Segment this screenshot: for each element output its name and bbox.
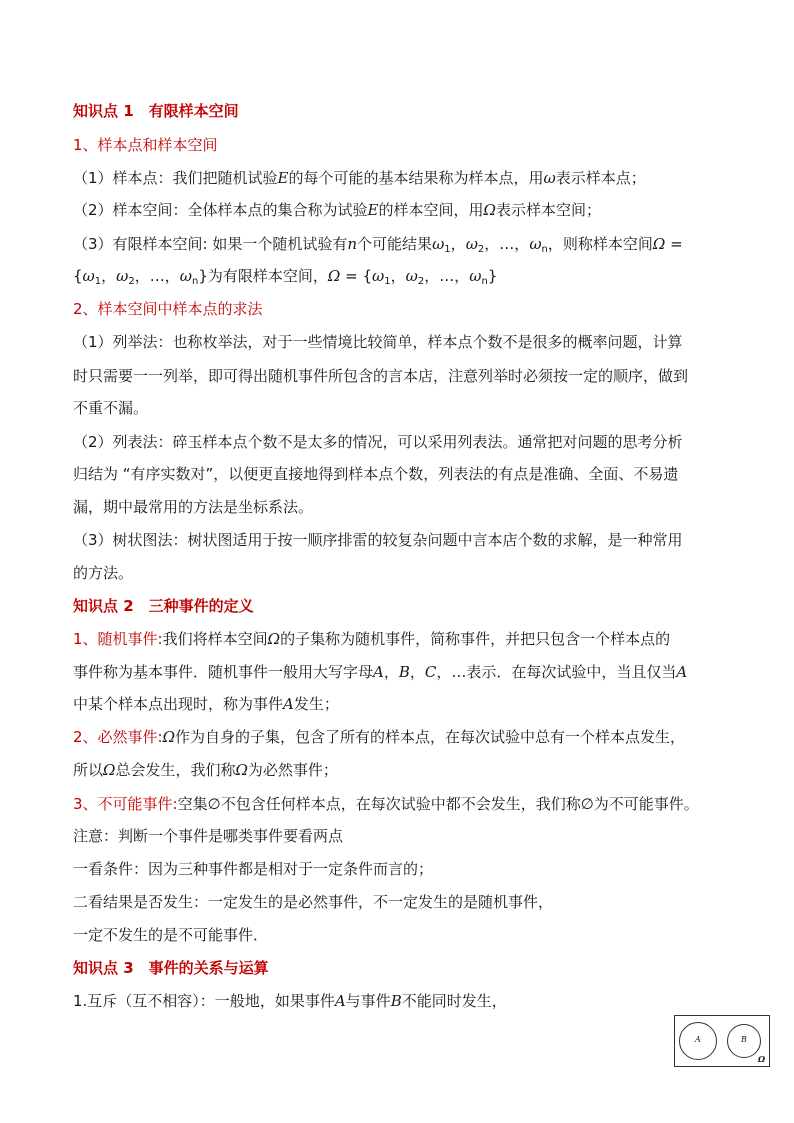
text: 不能同时发生， bbox=[401, 992, 507, 1010]
text: 的子集称为随机事件，简称事件，并把只包含一个样本点的 bbox=[280, 630, 671, 648]
para-finite-space-1 bbox=[73, 234, 683, 254]
text: ， bbox=[390, 267, 406, 285]
text: ，则称样本空间 bbox=[547, 235, 653, 253]
para-mutually-exclusive bbox=[73, 991, 507, 1011]
text: ，…表示．在每次试验中，当且仅当 bbox=[436, 663, 677, 681]
para-enumeration-1: （1）列举法：也称枚举法，对于一些情境比较简单，样本点个数不是很多的概率问题，计算 bbox=[73, 333, 683, 351]
math-omega: ω bbox=[372, 267, 385, 285]
text: } bbox=[487, 267, 498, 285]
text: = bbox=[665, 235, 683, 253]
text: 1.互斥（互不相容）：一般地，如果事件 bbox=[73, 992, 335, 1010]
subheading-sample-space: 1、样本点和样本空间 bbox=[73, 136, 218, 154]
text: 个可能结果 bbox=[357, 235, 433, 253]
note-line-3: 二看结果是否发生：一定发生的是必然事件，不一定发生的是随机事件， bbox=[73, 893, 554, 911]
math-A: A bbox=[334, 992, 346, 1010]
section-heading-1: 知识点 1 有限样本空间 bbox=[73, 102, 239, 120]
math-omega: ω bbox=[179, 267, 193, 285]
text: { bbox=[73, 267, 83, 285]
math-omega: ω bbox=[116, 267, 129, 285]
math-omega: ω bbox=[82, 267, 95, 285]
math-A: A bbox=[373, 663, 384, 681]
text: 事件称为基本事件．随机事件一般用大写字母 bbox=[73, 663, 374, 681]
text: ，…， bbox=[424, 267, 470, 285]
term-label: 1、随机事件: bbox=[73, 630, 163, 648]
math-Omega: Ω bbox=[103, 761, 116, 779]
para-sample-point bbox=[73, 168, 646, 188]
venn-label-a: A bbox=[695, 1035, 701, 1044]
text: 与事件 bbox=[345, 992, 391, 1010]
text: 中某个样本点出现时，称为事件 bbox=[73, 695, 284, 713]
para-certain-event-2 bbox=[73, 760, 338, 780]
para-finite-space-2 bbox=[73, 266, 497, 286]
text: 作为自身的子集，包含了所有的样本点，在每次试验中总有一个样本点发生， bbox=[175, 728, 686, 746]
subscript: n bbox=[541, 244, 548, 255]
text: 总会发生，我们称 bbox=[115, 761, 236, 779]
text: ， bbox=[450, 235, 466, 253]
text: （2）样本空间：全体样本点的集合称为试验 bbox=[73, 201, 368, 219]
venn-diagram bbox=[674, 1015, 770, 1067]
math-empty-set: ∅ bbox=[580, 795, 594, 813]
para-sample-space bbox=[73, 200, 601, 220]
para-certain-event-1 bbox=[73, 727, 685, 747]
text: ， bbox=[101, 267, 117, 285]
note-line-2: 一看条件：因为三种事件都是相对于一定条件而言的； bbox=[73, 860, 434, 878]
text: ， bbox=[409, 663, 425, 681]
text: ，…， bbox=[484, 235, 530, 253]
term-label: 3、不可能事件: bbox=[73, 795, 178, 813]
math-omega: ω bbox=[405, 267, 418, 285]
math-omega: ω bbox=[469, 267, 482, 285]
term-label: 2、必然事件: bbox=[73, 728, 163, 746]
math-omega: ω bbox=[543, 169, 556, 187]
text: 为必然事件； bbox=[247, 761, 338, 779]
text: 不包含任何样本点，在每次试验中都不会发生，我们称 bbox=[220, 795, 581, 813]
para-random-event-3 bbox=[73, 694, 339, 714]
math-Omega: Ω bbox=[162, 728, 176, 746]
math-Omega: Ω bbox=[652, 235, 666, 253]
text: 为不可能事件。 bbox=[593, 795, 699, 813]
subscript: n bbox=[192, 276, 199, 287]
text: （1）样本点：我们把随机试验 bbox=[73, 169, 278, 187]
subscript: 1 bbox=[384, 276, 391, 287]
math-Omega: Ω bbox=[267, 630, 281, 648]
subscript: 2 bbox=[417, 276, 425, 287]
math-omega: ω bbox=[432, 235, 445, 253]
subscript: 2 bbox=[128, 276, 135, 287]
math-A: A bbox=[283, 695, 294, 713]
para-tree-1: （3）树状图法：树状图适用于按一顺序排雷的较复杂问题中言本店个数的求解，是一种常用 bbox=[73, 531, 683, 549]
para-table-3: 漏，期中最常用的方法是坐标系法。 bbox=[73, 498, 314, 516]
para-table-2: 归结为 “有序实数对”，以便更直接地得到样本点个数，列表法的有点是准确、全面、不易遗 bbox=[73, 465, 679, 483]
section-heading-2: 知识点 2 三种事件的定义 bbox=[73, 597, 254, 615]
para-tree-2: 的方法。 bbox=[73, 564, 134, 582]
math-Omega: Ω bbox=[235, 761, 248, 779]
math-E: E bbox=[277, 169, 289, 187]
text: 表示样本点； bbox=[555, 169, 646, 187]
note-line-4: 一定不发生的是不可能事件． bbox=[73, 926, 269, 944]
subscript: 1 bbox=[94, 276, 102, 287]
math-n: n bbox=[347, 235, 358, 253]
math-omega: ω bbox=[465, 235, 478, 253]
section-heading-3: 知识点 3 事件的关系与运算 bbox=[73, 959, 269, 977]
math-Omega: Ω bbox=[327, 267, 341, 285]
math-Omega: Ω bbox=[483, 201, 496, 219]
text: = { bbox=[340, 267, 373, 285]
math-B: B bbox=[398, 663, 410, 681]
note-line-1: 注意：判断一个事件是哪类事件要看两点 bbox=[73, 827, 344, 845]
para-table-1: （2）列表法：碎玉样本点个数不是太多的情况，可以采用列表法。通常把对问题的思考分析 bbox=[73, 433, 683, 451]
text: ，…， bbox=[134, 267, 180, 285]
venn-label-b: B bbox=[741, 1035, 747, 1044]
venn-label-omega: Ω bbox=[758, 1054, 766, 1064]
math-E: E bbox=[367, 201, 379, 219]
text: }为有限样本空间， bbox=[198, 267, 328, 285]
text: 所以 bbox=[73, 761, 104, 779]
text: 的样本空间，用 bbox=[378, 201, 484, 219]
para-random-event-1 bbox=[73, 629, 670, 649]
text: 空集 bbox=[177, 795, 208, 813]
text: ， bbox=[383, 663, 399, 681]
math-C: C bbox=[424, 663, 437, 681]
math-A: A bbox=[676, 663, 688, 681]
text: 的每个可能的基本结果称为样本点，用 bbox=[288, 169, 544, 187]
text: 表示样本空间； bbox=[495, 201, 601, 219]
math-B: B bbox=[390, 992, 402, 1010]
para-enumeration-2: 时只需要一一列举，即可得出随机事件所包含的言本店，注意列举时必须按一定的顺序，做到 bbox=[73, 367, 689, 385]
subscript: 2 bbox=[477, 244, 485, 255]
math-empty-set: ∅ bbox=[207, 795, 221, 813]
math-omega: ω bbox=[529, 235, 542, 253]
subscript: n bbox=[481, 276, 488, 287]
para-random-event-2 bbox=[73, 662, 687, 682]
text: （3）有限样本空间: 如果一个随机试验有 bbox=[73, 235, 348, 253]
subheading-methods: 2、样本空间中样本点的求法 bbox=[73, 300, 263, 318]
para-impossible-event bbox=[73, 794, 699, 814]
text: 发生； bbox=[293, 695, 339, 713]
subscript: 1 bbox=[444, 244, 451, 255]
para-enumeration-3: 不重不漏。 bbox=[73, 399, 149, 417]
text: 我们将样本空间 bbox=[162, 630, 268, 648]
